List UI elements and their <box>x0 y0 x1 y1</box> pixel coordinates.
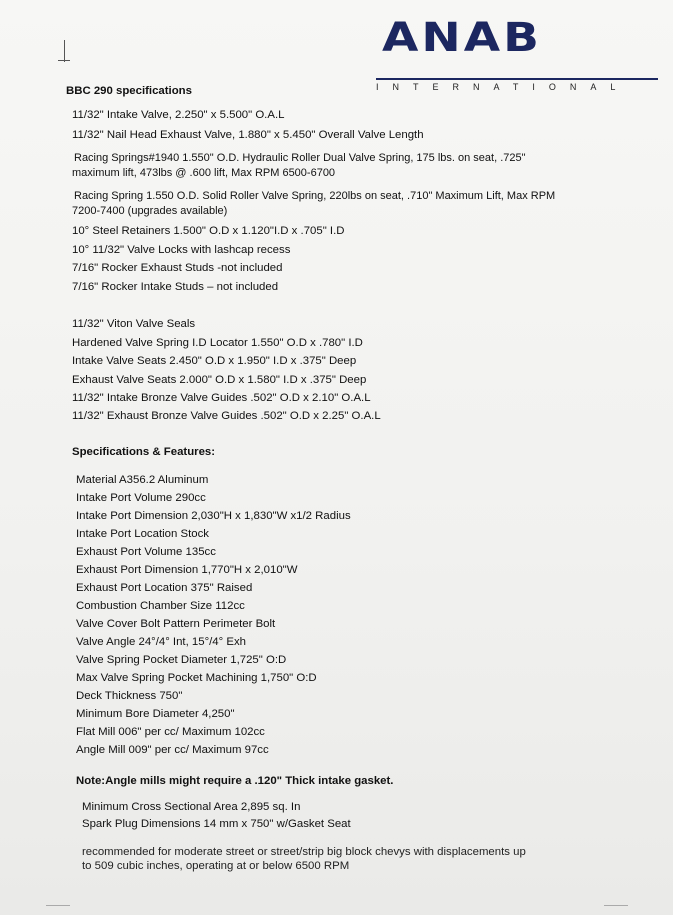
spec-line: maximum lift, 473lbs @ .600 lift, Max RPM 6500-6700 <box>72 167 336 179</box>
anab-logo <box>376 14 658 92</box>
text-cursor-mark <box>64 40 65 62</box>
feature-line: Intake Port Location Stock <box>76 528 209 540</box>
spec-line: 7200-7400 (upgrades available) <box>72 205 228 217</box>
feature-line: Exhaust Port Dimension 1,770"H x 2,010"W <box>76 564 298 576</box>
features-heading: Specifications & Features: <box>72 446 216 458</box>
spec-line: Racing Springs#1940 1.550" O.D. Hydraulic Roller Dual Valve Spring, 175 lbs. on seat, .725" <box>74 152 526 164</box>
document-title: BBC 290 specifications <box>66 85 192 97</box>
feature-line: Intake Port Volume 290cc <box>76 492 206 504</box>
logo-rule <box>376 78 658 80</box>
feature-line: Deck Thickness 750" <box>76 690 183 702</box>
feature-line: Valve Cover Bolt Pattern Perimeter Bolt <box>76 618 276 630</box>
spec-line: 7/16" Rocker Intake Studs – not included <box>72 281 279 293</box>
spec-line: 11/32" Intake Valve, 2.250" x 5.500" O.A.L <box>72 109 285 121</box>
spec-line: Racing Spring 1.550 O.D. Solid Roller Valve Spring, 220lbs on seat, .710" Maximum Lift, Max RPM <box>74 190 556 202</box>
feature-line: Max Valve Spring Pocket Machining 1,750" O:D <box>76 672 317 684</box>
spec-line: 11/32" Exhaust Bronze Valve Guides .502" O.D x 2.25" O.A.L <box>72 410 381 422</box>
note-line: Note:Angle mills might require a .120" Thick intake gasket. <box>76 775 394 787</box>
text-cursor-mark <box>58 60 70 61</box>
recommendation-line: to 509 cubic inches, operating at or below 6500 RPM <box>82 860 350 872</box>
feature-line: Angle Mill 009" per cc/ Maximum 97cc <box>76 744 269 756</box>
feature-line: Exhaust Port Location 375" Raised <box>76 582 253 594</box>
feature-line: Exhaust Port Volume 135cc <box>76 546 216 558</box>
feature-line: Material A356.2 Aluminum <box>76 474 209 486</box>
page-edge-mark <box>46 905 70 906</box>
spec-line: 10° Steel Retainers 1.500" O.D x 1.120"I.D x .705" I.D <box>72 225 345 237</box>
feature-line: Intake Port Dimension 2,030"H x 1,830"W x1/2 Radius <box>76 510 351 522</box>
recommendation-line: recommended for moderate street or street/strip big block chevys with displacements up <box>82 846 526 858</box>
feature-line: Combustion Chamber Size 112cc <box>76 600 245 612</box>
spec-line: Hardened Valve Spring I.D Locator 1.550" O.D x .780" I.D <box>72 337 363 349</box>
feature-line: Valve Spring Pocket Diameter 1,725" O:D <box>76 654 287 666</box>
spec-line: 11/32" Intake Bronze Valve Guides .502" O.D x 2.10" O.A.L <box>72 392 371 404</box>
page-edge-mark <box>604 905 628 906</box>
cross-section-line: Minimum Cross Sectional Area 2,895 sq. In <box>82 801 301 813</box>
spec-line: 10° 11/32" Valve Locks with lashcap recess <box>72 244 291 256</box>
logo-main-text: ANAB <box>382 14 542 62</box>
feature-line: Minimum Bore Diameter 4,250" <box>76 708 235 720</box>
feature-line: Flat Mill 006" per cc/ Maximum 102cc <box>76 726 265 738</box>
feature-line: Valve Angle 24°/4° Int, 15°/4° Exh <box>76 636 246 648</box>
spark-plug-line: Spark Plug Dimensions 14 mm x 750" w/Gasket Seat <box>82 818 351 830</box>
spec-line: Intake Valve Seats 2.450" O.D x 1.950" I.D x .375" Deep <box>72 355 357 367</box>
spec-line: 11/32" Nail Head Exhaust Valve, 1.880" x 5.450" Overall Valve Length <box>72 129 424 141</box>
spec-line: Exhaust Valve Seats 2.000" O.D x 1.580" I.D x .375" Deep <box>72 374 367 386</box>
spec-line: 7/16" Rocker Exhaust Studs -not included <box>72 262 283 274</box>
spec-line: 11/32" Viton Valve Seals <box>72 318 196 330</box>
logo-sub-text: INTERNATIONAL <box>376 82 630 92</box>
